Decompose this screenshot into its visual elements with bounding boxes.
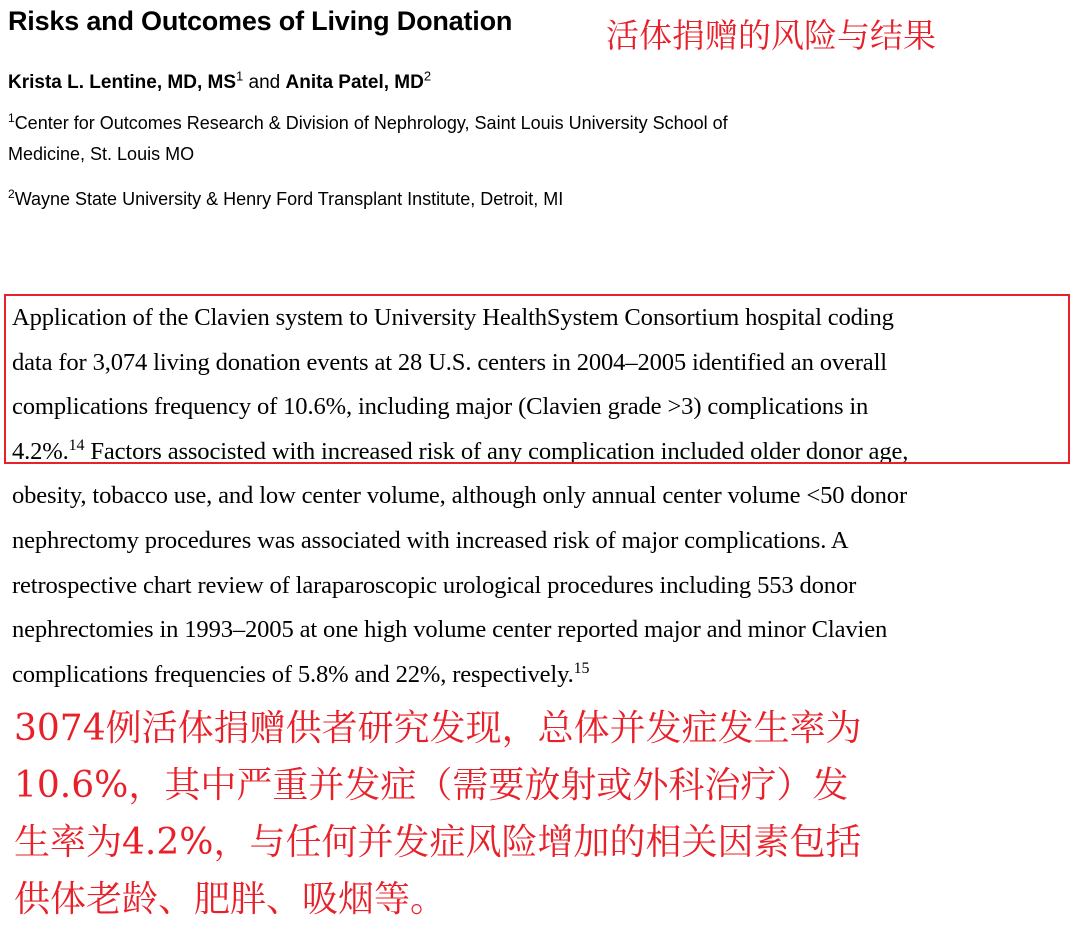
affiliation-2-mark: 2 — [8, 187, 15, 201]
affiliation-1-mark: 1 — [8, 111, 15, 125]
body-line: data for 3,074 living donation events at 28 U.S. centers in 2004–2005 identified an overall — [12, 348, 887, 376]
annotation-line: 生率为4.2%，与任何并发症风险增加的相关因素包括 — [14, 822, 862, 863]
author-line — [8, 68, 432, 94]
affiliation-2-line-1: Wayne State University & Henry Ford Transplant Institute, Detroit, MI — [14, 189, 564, 209]
body-line: complications frequency of 10.6%, including major (Clavien grade >3) complications in — [12, 393, 869, 421]
paper-title-chinese-annotation: 活体捐赠的风险与结果 — [606, 16, 936, 55]
body-line: nephrectomy procedures was associated with increased risk of major complications. A — [12, 526, 849, 554]
author-1-affiliation-mark: 1 — [236, 68, 244, 84]
reference-15: 15 — [573, 659, 590, 677]
chinese-annotation — [14, 700, 1074, 928]
affiliation-1-line-1: Center for Outcomes Research & Division of Nephrology, Saint Louis University School of — [14, 113, 728, 133]
body-line — [12, 430, 1078, 475]
body-line: Application of the Clavien system to University HealthSystem Consortium hospital coding — [12, 304, 894, 331]
body-line: retrospective chart review of laraparoscopic urological procedures including 553 donor — [12, 571, 857, 599]
body-line-segment: complications frequencies of 5.8% and 22%, respectively. — [12, 660, 574, 688]
body-paragraph — [12, 296, 1078, 697]
body-line-segment: 4.2%. — [12, 437, 69, 465]
body-line-segment: Factors associsted with increased risk of any complication included older donor age, — [90, 437, 909, 465]
body-line — [12, 653, 1078, 698]
affiliation-1 — [8, 108, 1058, 170]
body-line: nephrectomies in 1993–2005 at one high volume center reported major and minor Clavien — [12, 616, 888, 644]
title-row — [8, 2, 1073, 62]
author-2-name: Anita Patel, MD — [285, 72, 424, 93]
reference-14: 14 — [68, 436, 85, 454]
paper-title: Risks and Outcomes of Living Donation — [8, 6, 513, 36]
author-2-affiliation-mark: 2 — [423, 68, 432, 84]
annotation-line: 供体老龄、肥胖、吸烟等。 — [14, 879, 447, 920]
annotation-line: 3074例活体捐赠供者研究发现，总体并发症发生率为 — [14, 708, 862, 749]
affiliation-2 — [8, 184, 1058, 215]
author-connector: and — [248, 72, 281, 93]
annotation-line: 10.6%，其中严重并发症（需要放射或外科治疗）发 — [14, 765, 849, 806]
body-line: obesity, tobacco use, and low center volume, although only annual center volume <50 donor — [12, 482, 907, 510]
author-1-name: Krista L. Lentine, MD, MS — [8, 72, 237, 93]
affiliation-1-line-2: Medicine, St. Louis MO — [8, 144, 195, 164]
